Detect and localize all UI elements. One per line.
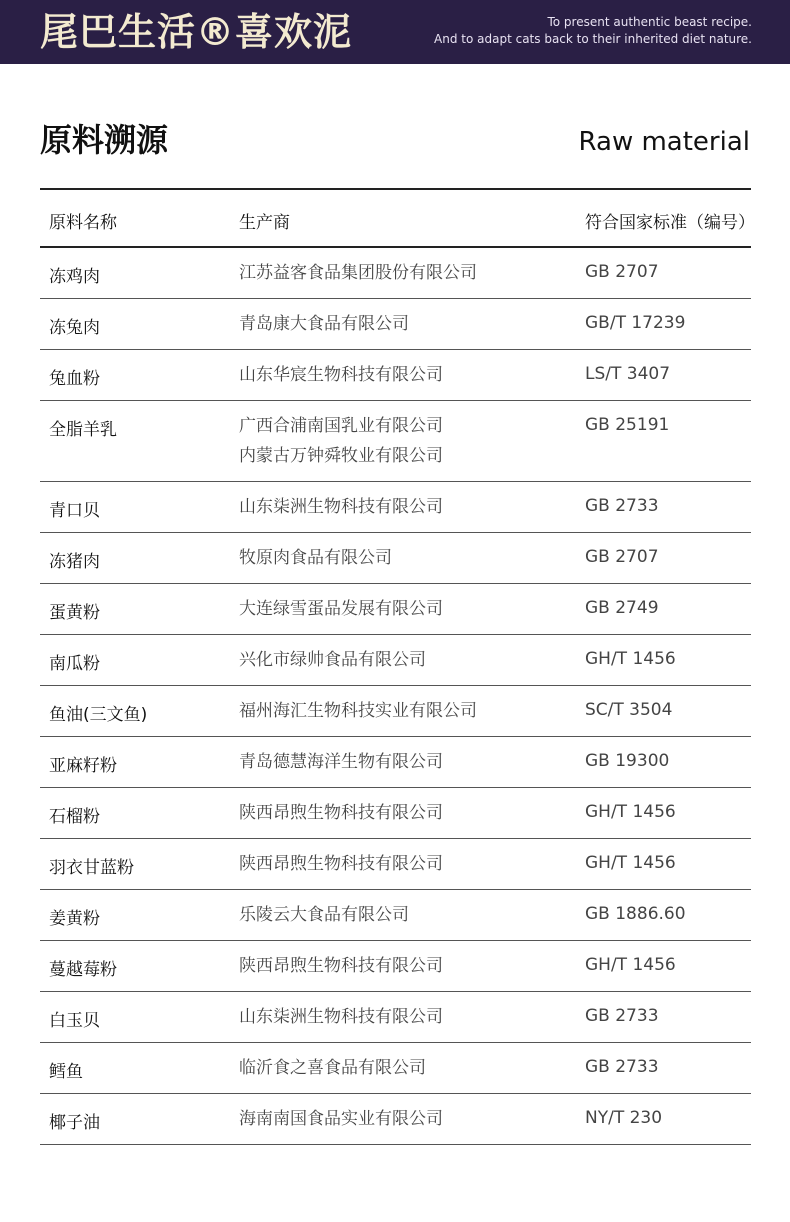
table-row <box>40 686 751 737</box>
material-name: 鳕鱼 <box>49 1062 83 1082</box>
manufacturer-name: 牧原肉食品有限公司 <box>239 548 392 568</box>
header-banner <box>0 0 790 64</box>
standard-code: GB 25191 <box>585 415 670 435</box>
table-row <box>40 299 751 350</box>
standard-code: GH/T 1456 <box>585 649 676 669</box>
standard-code: GB 2733 <box>585 496 659 516</box>
material-name: 椰子油 <box>49 1113 100 1133</box>
material-name: 石榴粉 <box>49 807 100 827</box>
manufacturer <box>239 849 443 879</box>
material-name: 姜黄粉 <box>49 909 100 929</box>
manufacturer-name: 山东柒洲生物科技有限公司 <box>239 1007 443 1027</box>
table-row <box>40 350 751 401</box>
standard-code: GB 2733 <box>585 1006 659 1026</box>
material-name: 冻鸡肉 <box>49 267 100 287</box>
tagline-line-2: And to adapt cats back to their inherited diet nature. <box>434 32 752 46</box>
material-name: 亚麻籽粉 <box>49 756 117 776</box>
manufacturer-name: 兴化市绿帅食品有限公司 <box>239 650 426 670</box>
manufacturer <box>239 1104 443 1134</box>
manufacturer <box>239 543 392 573</box>
manufacturer-name: 陕西昂煦生物科技有限公司 <box>239 803 443 823</box>
manufacturer <box>239 492 443 522</box>
header-standard: 符合国家标准（编号） <box>585 213 755 233</box>
manufacturer <box>239 645 426 675</box>
material-name: 青口贝 <box>49 501 100 521</box>
manufacturer-name: 江苏益客食品集团股份有限公司 <box>239 263 477 283</box>
table-row <box>40 941 751 992</box>
manufacturer <box>239 798 443 828</box>
manufacturer-name: 乐陵云大食品有限公司 <box>239 905 409 925</box>
table-row <box>40 1094 751 1145</box>
manufacturer <box>239 747 443 777</box>
material-name: 兔血粉 <box>49 369 100 389</box>
section-subtitle: Raw material <box>578 127 750 157</box>
standard-code: GB/T 17239 <box>585 313 686 333</box>
table-row <box>40 1043 751 1094</box>
manufacturer-name: 大连绿雪蛋品发展有限公司 <box>239 599 443 619</box>
standard-code: GB 2707 <box>585 547 659 567</box>
material-name: 全脂羊乳 <box>49 420 117 440</box>
material-name: 蛋黄粉 <box>49 603 100 623</box>
table-row <box>40 401 751 482</box>
table-row <box>40 890 751 941</box>
brand-logo-text: 尾巴生活®喜欢泥 <box>40 10 353 54</box>
tagline <box>412 14 752 48</box>
standard-code: SC/T 3504 <box>585 700 673 720</box>
manufacturer-name: 青岛德慧海洋生物有限公司 <box>239 752 443 772</box>
material-name: 南瓜粉 <box>49 654 100 674</box>
manufacturer <box>239 696 477 726</box>
table-row <box>40 635 751 686</box>
manufacturer <box>239 1053 426 1083</box>
standard-code: NY/T 230 <box>585 1108 663 1128</box>
standard-code: GB 2707 <box>585 262 659 282</box>
material-name: 蔓越莓粉 <box>49 960 117 980</box>
standard-code: GH/T 1456 <box>585 802 676 822</box>
standard-code: GB 1886.60 <box>585 904 686 924</box>
manufacturer-name: 临沂食之喜食品有限公司 <box>239 1058 426 1078</box>
manufacturer <box>239 360 443 390</box>
table-row <box>40 839 751 890</box>
material-name: 冻猪肉 <box>49 552 100 572</box>
material-name: 冻兔肉 <box>49 318 100 338</box>
manufacturer-name: 广西合浦南国乳业有限公司 <box>239 416 443 436</box>
table-row <box>40 992 751 1043</box>
manufacturer-name: 海南南国食品实业有限公司 <box>239 1109 443 1129</box>
manufacturer <box>239 594 443 624</box>
manufacturer-name: 陕西昂煦生物科技有限公司 <box>239 956 443 976</box>
manufacturer-name: 陕西昂煦生物科技有限公司 <box>239 854 443 874</box>
table-row <box>40 248 751 299</box>
manufacturer-name: 青岛康大食品有限公司 <box>239 314 409 334</box>
standard-code: GH/T 1456 <box>585 955 676 975</box>
manufacturer <box>239 258 477 288</box>
manufacturer <box>239 1002 443 1032</box>
manufacturer <box>239 951 443 981</box>
header-manufacturer: 生产商 <box>239 213 290 233</box>
material-name: 白玉贝 <box>49 1011 100 1031</box>
table-row <box>40 482 751 533</box>
header-material-name: 原料名称 <box>49 213 117 233</box>
manufacturer <box>239 309 409 339</box>
manufacturer <box>239 411 443 471</box>
table-row <box>40 737 751 788</box>
standard-code: GB 19300 <box>585 751 670 771</box>
material-name: 羽衣甘蓝粉 <box>49 858 134 878</box>
standard-code: GB 2749 <box>585 598 659 618</box>
section-title: 原料溯源 <box>40 121 169 159</box>
raw-material-table <box>40 188 755 1145</box>
manufacturer-name: 福州海汇生物科技实业有限公司 <box>239 701 477 721</box>
material-name: 鱼油(三文鱼) <box>49 705 148 725</box>
tagline-line-1: To present authentic beast recipe. <box>547 15 752 29</box>
table-body <box>40 248 751 1145</box>
table-header <box>40 190 755 248</box>
standard-code: GH/T 1456 <box>585 853 676 873</box>
table-row <box>40 533 751 584</box>
standard-code: GB 2733 <box>585 1057 659 1077</box>
table-row <box>40 584 751 635</box>
manufacturer-name: 内蒙古万钟舜牧业有限公司 <box>239 446 443 466</box>
table-row <box>40 788 751 839</box>
standard-code: LS/T 3407 <box>585 364 671 384</box>
manufacturer <box>239 900 409 930</box>
manufacturer-name: 山东柒洲生物科技有限公司 <box>239 497 443 517</box>
manufacturer-name: 山东华宸生物科技有限公司 <box>239 365 443 385</box>
